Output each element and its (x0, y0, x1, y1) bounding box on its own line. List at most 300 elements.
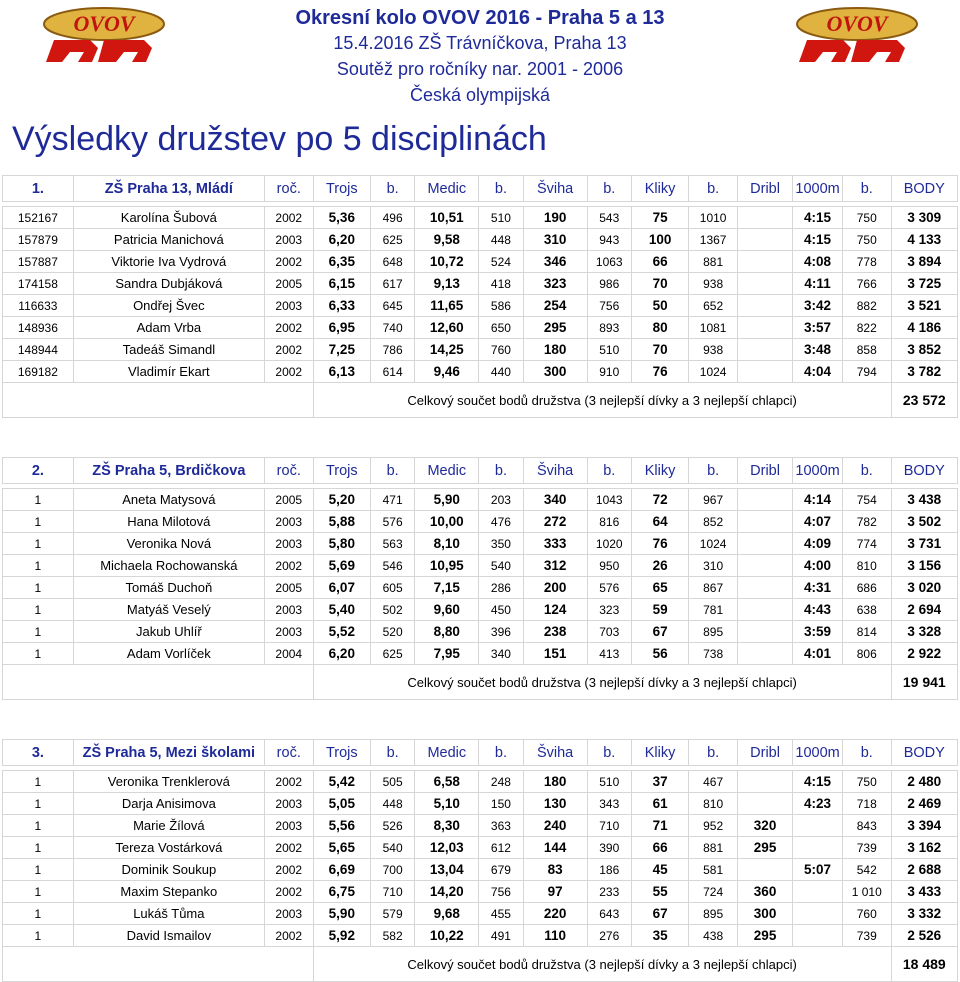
cell: 3 332 (891, 903, 957, 925)
cell: 3 438 (891, 489, 957, 511)
cell: 526 (371, 815, 415, 837)
team-table (2, 175, 958, 418)
cell: 1 (3, 881, 74, 903)
athlete-name: Veronika Trenklerová (73, 771, 264, 793)
cell: 491 (479, 925, 523, 947)
table-row (3, 511, 958, 533)
cell: 70 (631, 339, 688, 361)
cell: 2005 (264, 489, 313, 511)
cell: 440 (479, 361, 523, 383)
cell: 1010 (689, 207, 738, 229)
cell: 4:23 (793, 793, 843, 815)
logo-text: OVOV (826, 11, 888, 36)
col-roc: roč. (264, 458, 313, 484)
cell: 986 (587, 273, 631, 295)
cell: 520 (371, 621, 415, 643)
cell (737, 577, 792, 599)
cell: 5,40 (313, 599, 370, 621)
team-table (2, 739, 958, 982)
cell (737, 599, 792, 621)
cell: 4:14 (793, 489, 843, 511)
cell: 4:15 (793, 229, 843, 251)
cell: 360 (737, 881, 792, 903)
cell: 346 (523, 251, 587, 273)
cell: 794 (842, 361, 891, 383)
cell: 724 (689, 881, 738, 903)
total-empty (3, 665, 314, 700)
cell: 781 (689, 599, 738, 621)
cell (793, 925, 843, 947)
cell: 1 (3, 859, 74, 881)
cell: 272 (523, 511, 587, 533)
cell: 2003 (264, 533, 313, 555)
cell: 881 (689, 837, 738, 859)
cell: 476 (479, 511, 523, 533)
cell: 2005 (264, 577, 313, 599)
cell: 3 731 (891, 533, 957, 555)
cell: 6,35 (313, 251, 370, 273)
cell: 110 (523, 925, 587, 947)
cell: 1063 (587, 251, 631, 273)
cell: 510 (479, 207, 523, 229)
cell: 448 (479, 229, 523, 251)
cell: 576 (587, 577, 631, 599)
cell: 4:11 (793, 273, 843, 295)
cell: 80 (631, 317, 688, 339)
cell: 852 (689, 511, 738, 533)
ovov-logo-right (793, 6, 921, 64)
cell: 5,52 (313, 621, 370, 643)
cell: 4:08 (793, 251, 843, 273)
cell: 340 (479, 643, 523, 665)
cell: 3 162 (891, 837, 957, 859)
col-b: b. (689, 458, 738, 484)
cell: 2003 (264, 599, 313, 621)
cell: 286 (479, 577, 523, 599)
cell: 37 (631, 771, 688, 793)
cell: 240 (523, 815, 587, 837)
cell: 67 (631, 903, 688, 925)
cell: 10,51 (415, 207, 479, 229)
table-row (3, 643, 958, 665)
cell: 3 328 (891, 621, 957, 643)
cell: 5,90 (313, 903, 370, 925)
cell: 310 (689, 555, 738, 577)
cell: 323 (523, 273, 587, 295)
cell (737, 533, 792, 555)
cell: 8,30 (415, 815, 479, 837)
cell: 3 852 (891, 339, 957, 361)
cell: 26 (631, 555, 688, 577)
team-total: 19 941 (891, 665, 957, 700)
cell (737, 489, 792, 511)
cell: 70 (631, 273, 688, 295)
team-table (2, 457, 958, 700)
col-1000m: 1000m (793, 458, 843, 484)
cell: 1 (3, 511, 74, 533)
cell: 7,15 (415, 577, 479, 599)
cell: 186 (587, 859, 631, 881)
cell: 4:00 (793, 555, 843, 577)
cell: 350 (479, 533, 523, 555)
cell: 3 156 (891, 555, 957, 577)
cell: 774 (842, 533, 891, 555)
cell: 782 (842, 511, 891, 533)
cell: 882 (842, 295, 891, 317)
cell: 2002 (264, 925, 313, 947)
cell: 2 694 (891, 599, 957, 621)
cell: 4:43 (793, 599, 843, 621)
cell: 2 526 (891, 925, 957, 947)
table-row (3, 229, 958, 251)
col-sviha: Šviha (523, 176, 587, 202)
col-b: b. (371, 740, 415, 766)
athlete-name: Dominik Soukup (73, 859, 264, 881)
athlete-name: Viktorie Iva Vydrová (73, 251, 264, 273)
cell: 546 (371, 555, 415, 577)
cell: 6,75 (313, 881, 370, 903)
cell: 10,22 (415, 925, 479, 947)
cell: 867 (689, 577, 738, 599)
col-dribl: Dribl (737, 458, 792, 484)
cell: 9,58 (415, 229, 479, 251)
cell: 4:09 (793, 533, 843, 555)
cell: 471 (371, 489, 415, 511)
cell: 66 (631, 837, 688, 859)
cell: 157887 (3, 251, 74, 273)
cell: 806 (842, 643, 891, 665)
cell: 3 020 (891, 577, 957, 599)
cell: 4:31 (793, 577, 843, 599)
cell: 650 (479, 317, 523, 339)
cell: 710 (587, 815, 631, 837)
cell: 5,92 (313, 925, 370, 947)
cell: 67 (631, 621, 688, 643)
cell: 14,25 (415, 339, 479, 361)
athlete-name: Tereza Vostárková (73, 837, 264, 859)
cell: 333 (523, 533, 587, 555)
athlete-name: Vladimír Ekart (73, 361, 264, 383)
col-roc: roč. (264, 740, 313, 766)
col-medic: Medic (415, 458, 479, 484)
cell: 4:15 (793, 207, 843, 229)
cell (737, 555, 792, 577)
cell: 9,60 (415, 599, 479, 621)
cell: 2002 (264, 251, 313, 273)
cell: 543 (587, 207, 631, 229)
team-total: 23 572 (891, 383, 957, 418)
cell: 5,05 (313, 793, 370, 815)
cell: 3 725 (891, 273, 957, 295)
team-name: ZŠ Praha 13, Mládí (73, 176, 264, 202)
cell: 579 (371, 903, 415, 925)
cell: 9,46 (415, 361, 479, 383)
cell: 943 (587, 229, 631, 251)
cell: 1 (3, 925, 74, 947)
cell: 10,00 (415, 511, 479, 533)
col-b: b. (842, 176, 891, 202)
cell: 3 433 (891, 881, 957, 903)
col-dribl: Dribl (737, 176, 792, 202)
table-row (3, 771, 958, 793)
cell: 55 (631, 881, 688, 903)
cell: 3 521 (891, 295, 957, 317)
table-row (3, 859, 958, 881)
cell: 151 (523, 643, 587, 665)
cell: 3 782 (891, 361, 957, 383)
cell: 3:57 (793, 317, 843, 339)
table-row (3, 837, 958, 859)
col-kliky: Kliky (631, 740, 688, 766)
team-rank: 1. (3, 176, 74, 202)
table-row (3, 577, 958, 599)
cell: 938 (689, 339, 738, 361)
cell (737, 361, 792, 383)
cell (737, 207, 792, 229)
cell: 4 186 (891, 317, 957, 339)
col-b: b. (479, 740, 523, 766)
cell: 645 (371, 295, 415, 317)
cell (793, 903, 843, 925)
cell: 5:07 (793, 859, 843, 881)
cell: 5,80 (313, 533, 370, 555)
total-empty (3, 947, 314, 982)
cell: 643 (587, 903, 631, 925)
cell: 505 (371, 771, 415, 793)
cell: 496 (371, 207, 415, 229)
cell: 563 (371, 533, 415, 555)
cell: 605 (371, 577, 415, 599)
cell: 6,95 (313, 317, 370, 339)
athlete-name: Karolína Šubová (73, 207, 264, 229)
cell: 295 (523, 317, 587, 339)
event-competition: Česká olympijská (409, 85, 551, 105)
cell: 910 (587, 361, 631, 383)
col-body: BODY (891, 740, 957, 766)
cell: 3 309 (891, 207, 957, 229)
cell: 2002 (264, 339, 313, 361)
cell (793, 837, 843, 859)
cell: 614 (371, 361, 415, 383)
cell: 11,65 (415, 295, 479, 317)
cell: 1 010 (842, 881, 891, 903)
cell: 190 (523, 207, 587, 229)
team-name: ZŠ Praha 5, Mezi školami (73, 740, 264, 766)
athlete-name: Adam Vrba (73, 317, 264, 339)
cell: 686 (842, 577, 891, 599)
team-total: 18 489 (891, 947, 957, 982)
table-row (3, 621, 958, 643)
cell: 1043 (587, 489, 631, 511)
athlete-name: Ondřej Švec (73, 295, 264, 317)
cell: 766 (842, 273, 891, 295)
cell: 56 (631, 643, 688, 665)
col-medic: Medic (415, 176, 479, 202)
cell: 12,03 (415, 837, 479, 859)
col-kliky: Kliky (631, 458, 688, 484)
cell (737, 511, 792, 533)
cell: 739 (842, 925, 891, 947)
cell: 2 688 (891, 859, 957, 881)
cell: 343 (587, 793, 631, 815)
col-sviha: Šviha (523, 740, 587, 766)
cell: 750 (842, 771, 891, 793)
cell: 718 (842, 793, 891, 815)
cell: 174158 (3, 273, 74, 295)
athlete-name: Matyáš Veselý (73, 599, 264, 621)
cell: 450 (479, 599, 523, 621)
cell: 967 (689, 489, 738, 511)
cell: 157879 (3, 229, 74, 251)
cell: 124 (523, 599, 587, 621)
ovov-logo-left (40, 6, 168, 64)
cell: 100 (631, 229, 688, 251)
col-trojs: Trojs (313, 740, 370, 766)
logo-text: OVOV (73, 11, 135, 36)
cell (737, 643, 792, 665)
table-row (3, 903, 958, 925)
athlete-name: Patricia Manichová (73, 229, 264, 251)
cell: 3:42 (793, 295, 843, 317)
cell (737, 771, 792, 793)
cell: 1 (3, 837, 74, 859)
cell (737, 793, 792, 815)
cell: 150 (479, 793, 523, 815)
col-b: b. (689, 176, 738, 202)
cell: 738 (689, 643, 738, 665)
athlete-name: Veronika Nová (73, 533, 264, 555)
col-b: b. (479, 458, 523, 484)
cell: 6,20 (313, 229, 370, 251)
cell: 45 (631, 859, 688, 881)
cell: 180 (523, 339, 587, 361)
cell: 1 (3, 793, 74, 815)
cell: 1 (3, 577, 74, 599)
cell: 502 (371, 599, 415, 621)
cell: 295 (737, 925, 792, 947)
cell: 9,68 (415, 903, 479, 925)
cell: 10,95 (415, 555, 479, 577)
cell: 248 (479, 771, 523, 793)
col-trojs: Trojs (313, 458, 370, 484)
cell: 938 (689, 273, 738, 295)
cell (737, 229, 792, 251)
col-1000m: 1000m (793, 176, 843, 202)
table-row (3, 317, 958, 339)
cell: 1 (3, 643, 74, 665)
cell: 6,33 (313, 295, 370, 317)
cell: 5,56 (313, 815, 370, 837)
athlete-name: Hana Milotová (73, 511, 264, 533)
cell: 3:48 (793, 339, 843, 361)
cell: 1 (3, 599, 74, 621)
athlete-name: Sandra Dubjáková (73, 273, 264, 295)
total-label: Celkový součet bodů družstva (3 nejlepší dívky a 3 nejlepší chlapci) (313, 383, 891, 418)
cell: 59 (631, 599, 688, 621)
col-b: b. (689, 740, 738, 766)
cell: 413 (587, 643, 631, 665)
cell: 1 (3, 555, 74, 577)
cell: 4:04 (793, 361, 843, 383)
cell: 76 (631, 533, 688, 555)
cell: 116633 (3, 295, 74, 317)
cell: 5,36 (313, 207, 370, 229)
cell: 4:07 (793, 511, 843, 533)
cell: 816 (587, 511, 631, 533)
total-label: Celkový součet bodů družstva (3 nejlepší dívky a 3 nejlepší chlapci) (313, 947, 891, 982)
cell: 390 (587, 837, 631, 859)
athlete-name: Tadeáš Simandl (73, 339, 264, 361)
cell: 612 (479, 837, 523, 859)
cell: 66 (631, 251, 688, 273)
athlete-name: Jakub Uhlíř (73, 621, 264, 643)
cell: 2002 (264, 881, 313, 903)
cell: 363 (479, 815, 523, 837)
athlete-name: David Ismailov (73, 925, 264, 947)
cell: 2003 (264, 621, 313, 643)
cell: 2003 (264, 815, 313, 837)
cell: 6,69 (313, 859, 370, 881)
cell (737, 317, 792, 339)
cell: 586 (479, 295, 523, 317)
cell: 756 (587, 295, 631, 317)
cell: 97 (523, 881, 587, 903)
cell: 3 502 (891, 511, 957, 533)
cell (737, 339, 792, 361)
event-date-place: 15.4.2016 ZŠ Trávníčkova, Praha 13 (333, 33, 627, 53)
table-row (3, 339, 958, 361)
cell: 814 (842, 621, 891, 643)
cell: 810 (842, 555, 891, 577)
col-b: b. (587, 740, 631, 766)
cell: 6,15 (313, 273, 370, 295)
total-row (3, 383, 958, 418)
col-medic: Medic (415, 740, 479, 766)
cell: 200 (523, 577, 587, 599)
cell (793, 815, 843, 837)
table-row (3, 815, 958, 837)
cell: 455 (479, 903, 523, 925)
cell: 881 (689, 251, 738, 273)
cell: 739 (842, 837, 891, 859)
cell: 76 (631, 361, 688, 383)
cell (737, 251, 792, 273)
athlete-name: Michaela Rochowanská (73, 555, 264, 577)
cell: 1 (3, 489, 74, 511)
cell: 760 (479, 339, 523, 361)
cell: 438 (689, 925, 738, 947)
cell: 1020 (587, 533, 631, 555)
cell: 510 (587, 771, 631, 793)
cell: 843 (842, 815, 891, 837)
cell: 2002 (264, 837, 313, 859)
cell: 238 (523, 621, 587, 643)
cell: 295 (737, 837, 792, 859)
cell: 2004 (264, 643, 313, 665)
table-row (3, 251, 958, 273)
cell: 8,80 (415, 621, 479, 643)
cell: 540 (479, 555, 523, 577)
cell: 467 (689, 771, 738, 793)
table-row (3, 295, 958, 317)
cell: 581 (689, 859, 738, 881)
cell (737, 295, 792, 317)
cell: 2003 (264, 511, 313, 533)
col-b: b. (587, 458, 631, 484)
cell: 6,20 (313, 643, 370, 665)
cell: 5,20 (313, 489, 370, 511)
cell: 220 (523, 903, 587, 925)
